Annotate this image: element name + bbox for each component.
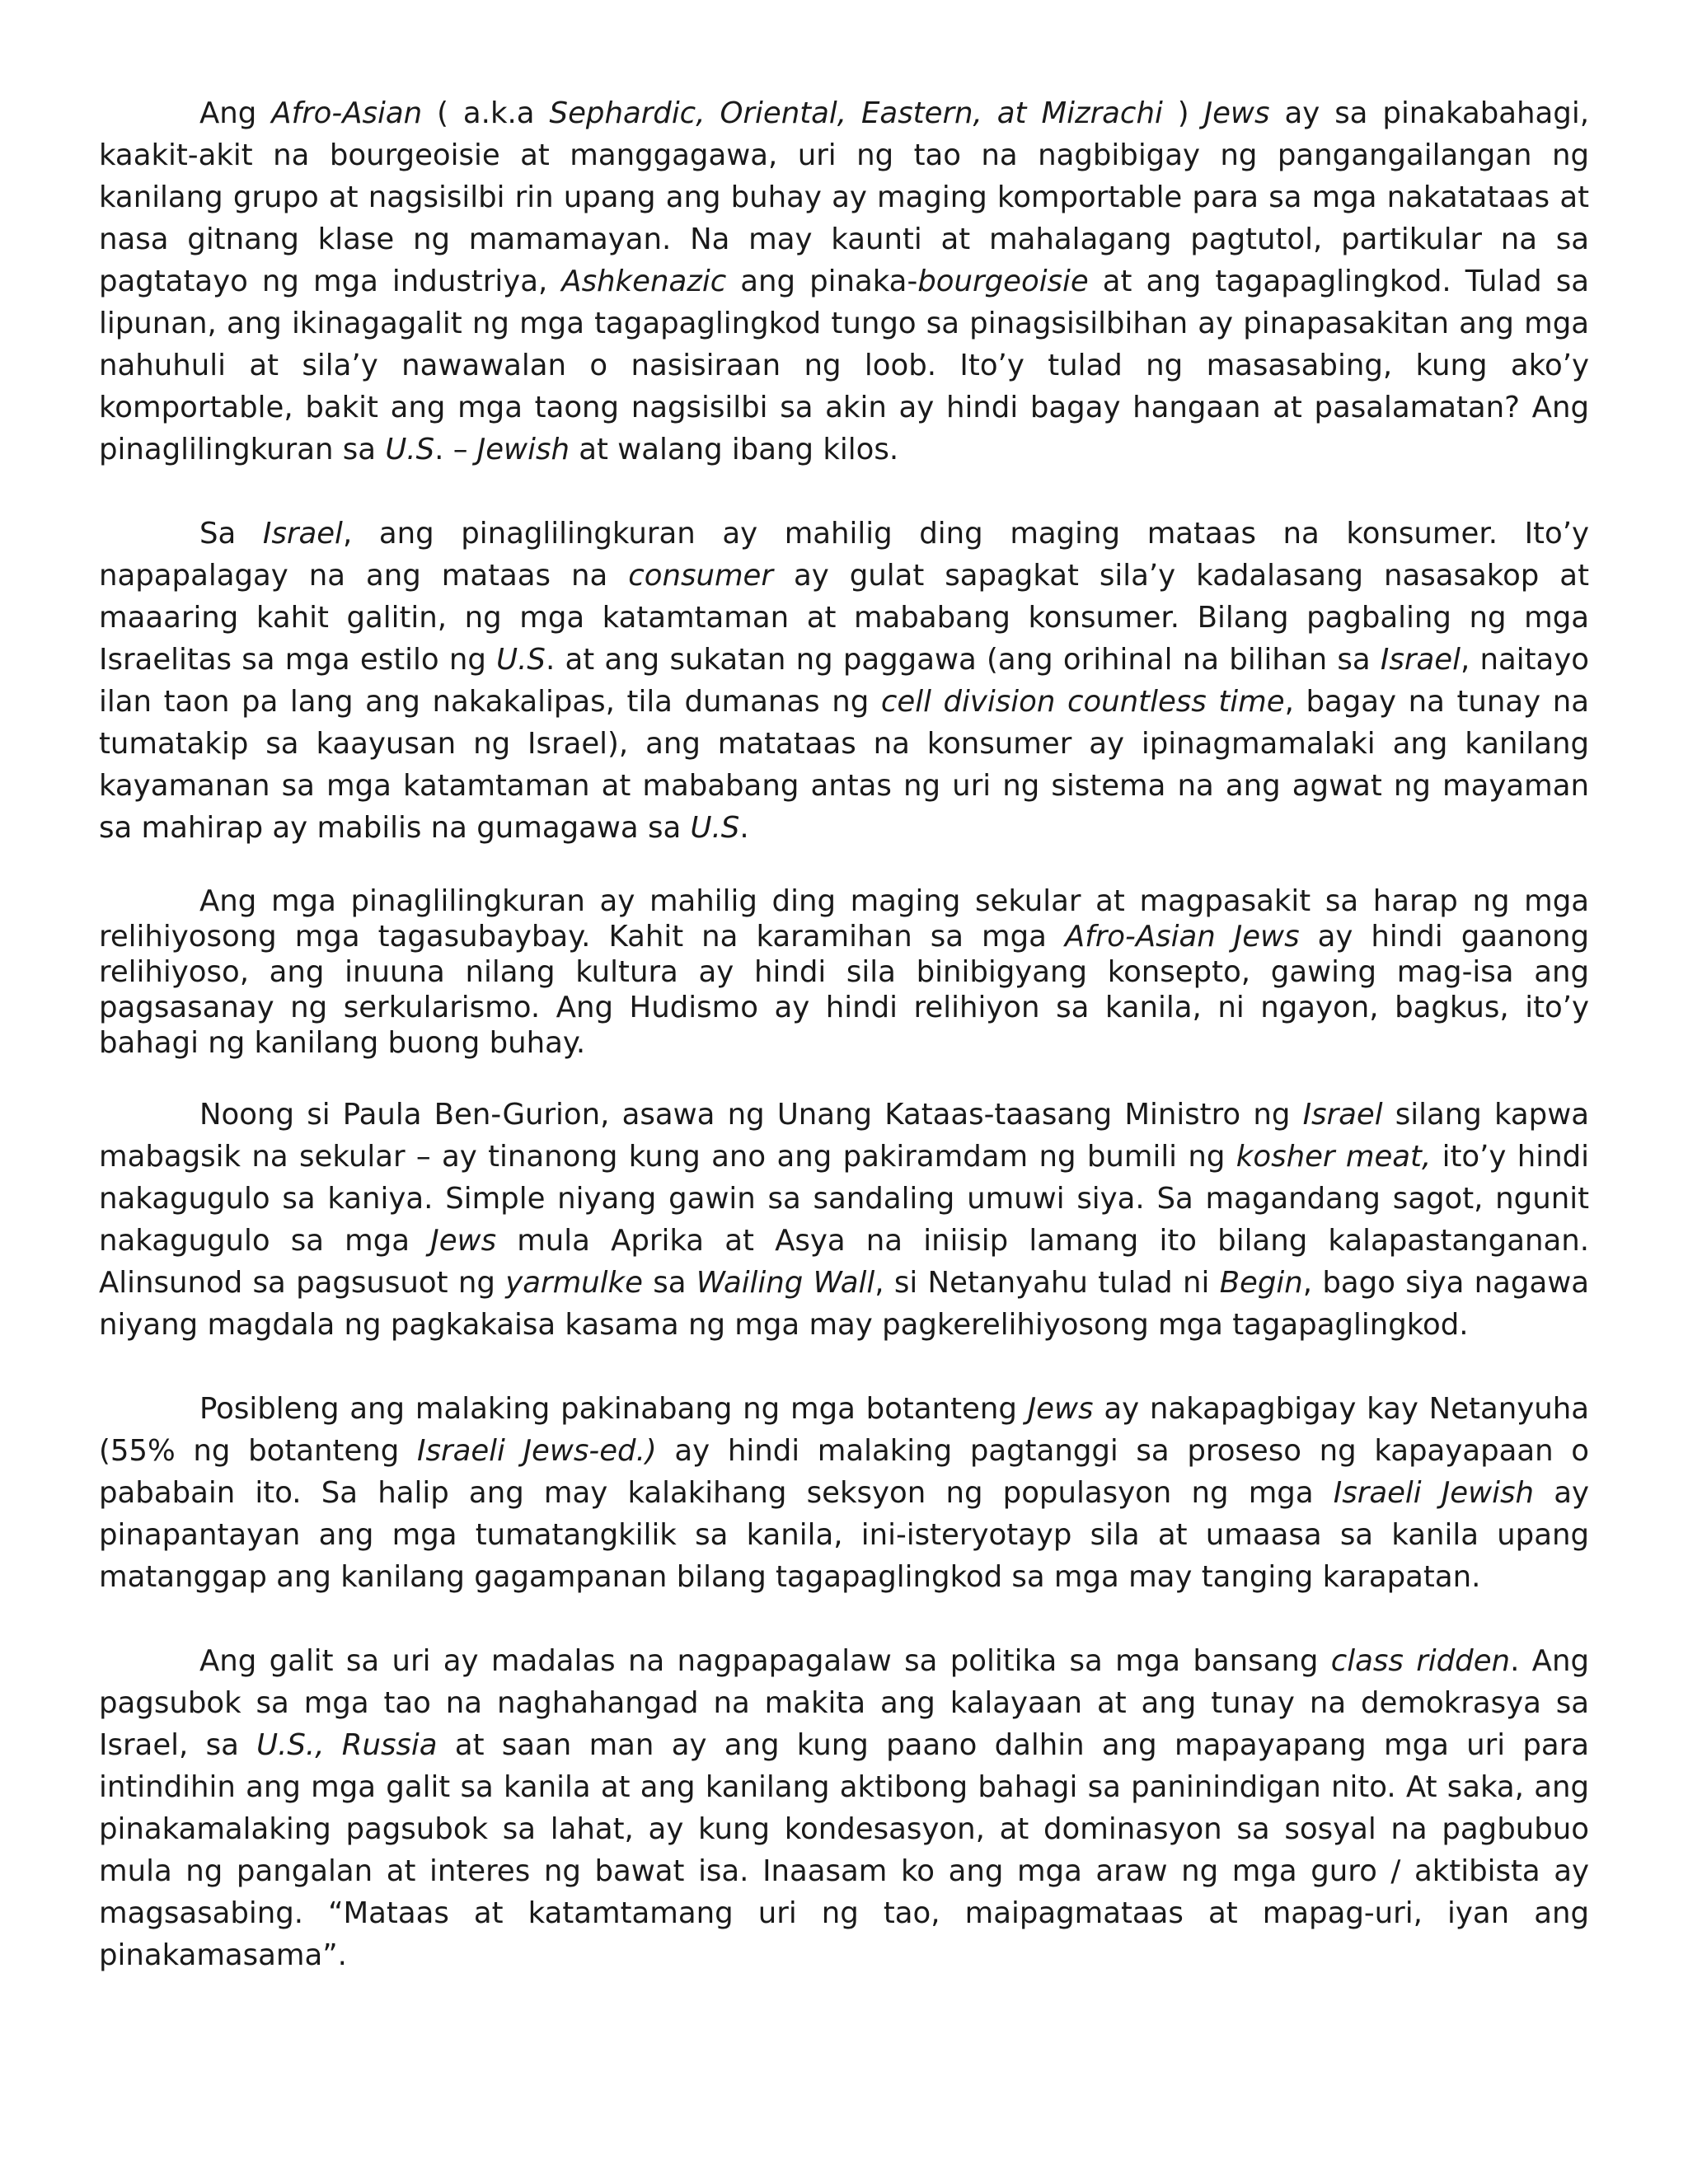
text-run: . at ang sukatan ng paggawa (ang orihinal na bilihan sa: [545, 643, 1381, 677]
italic-text-run: Sephardic, Oriental, Eastern, at Mizrachi: [549, 96, 1163, 130]
italic-text-run: U.S: [496, 643, 546, 677]
text-run: , bagay na tunay na tumatakip sa kaayusan ng Israel), ang matataas na konsumer ay ipinagmamalaki ang kanilang kayamanan sa mga katamtaman at mababang antas ng uri ng sistema na ang agwat ng mayaman sa mahirap ay mabilis na gumagawa sa: [99, 685, 1589, 845]
italic-text-run: consumer: [628, 559, 773, 593]
text-run: silang kapwa mabagsik na sekular – ay tinanong kung ano ang pakiramdam ng bumili ng: [99, 1098, 1589, 1174]
text-run: Ang galit sa uri ay madalas na nagpapagalaw sa politika sa mga bansang: [199, 1644, 1331, 1678]
paragraph-israel-consumers: [99, 513, 1589, 849]
text-run: ay hindi gaanong relihiyoso, ang inuuna nilang kultura ay hindi sila binibigyang konsepto, gawing mag-isa ang pagsasanay ng serkularismo. Ang Hudismo ay hindi relihiyon sa kanila, ni ngayon, bagkus, ito’y bahagi ng kanilang buong buhay.: [99, 920, 1589, 1060]
italic-text-run: Israeli Jews-ed.): [417, 1434, 657, 1468]
text-run: ay nakapagbigay kay Netanyuha (55% ng botanteng: [99, 1392, 1589, 1468]
text-run: ): [1162, 96, 1204, 130]
italic-text-run: U.S: [385, 433, 435, 466]
text-run: ay gulat sapagkat sila’y kadalasang nasasakop at maaaring kahit galitin, ng mga katamtaman at mababang konsumer. Bilang pagbaling ng mga Israelitas sa mga estilo ng: [99, 559, 1589, 677]
italic-text-run: U.S., Russia: [256, 1728, 438, 1762]
italic-text-run: Jewish: [476, 433, 570, 466]
italic-text-run: Israeli Jewish: [1333, 1476, 1535, 1510]
italic-text-run: Afro-Asian: [271, 96, 423, 130]
text-run: , bago siya nagawa niyang magdala ng pagkakaisa kasama ng mga may pagkerelihiyosong mga tagapaglingkod.: [99, 1266, 1589, 1342]
italic-text-run: class ridden: [1330, 1644, 1511, 1678]
text-run: at ang tagapaglingkod. Tulad sa lipunan, ang ikinagagalit ng mga tagapaglingkod tungo sa pinagsisilbihan ay pinapasakitan ang mga nahuhuli at sila’y nawawalan o nasisiraan ng loob. Ito’y tulad ng masasabing, kung ako’y komportable, bakit ang mga taong nagsisilbi sa akin ay hindi bagay hangaan at pasalamatan? Ang pinaglilingkuran sa: [99, 265, 1589, 466]
italic-text-run: kosher meat,: [1236, 1140, 1432, 1174]
italic-text-run: Jews: [1027, 1392, 1094, 1426]
text-run: .: [739, 811, 749, 845]
italic-text-run: Israel: [1380, 643, 1461, 677]
italic-text-run: Jews: [1203, 96, 1270, 130]
text-run: ito’y hindi nakagugulo sa kaniya. Simple niyang gawin sa sandaling umuwi siya. Sa magandang sagot, ngunit nakagugulo sa mga: [99, 1140, 1590, 1258]
italic-text-run: Ashkenazic: [561, 265, 727, 298]
italic-text-run: Begin: [1219, 1266, 1303, 1300]
text-run: . Ang pagsubok sa mga tao na naghahangad na makita ang kalayaan at ang tunay na demokrasya sa Israel, sa: [99, 1644, 1589, 1762]
italic-text-run: Afro-Asian Jews: [1064, 920, 1300, 954]
text-run: Posibleng ang malaking pakinabang ng mga botanteng: [199, 1392, 1028, 1426]
italic-text-run: Jews: [430, 1224, 497, 1258]
text-run: sa: [642, 1266, 696, 1300]
text-run: Noong si Paula Ben-Gurion, asawa ng Unang Kataas-taasang Ministro ng: [199, 1098, 1303, 1132]
paragraph-afro-asian-jews: [99, 92, 1589, 471]
document-page: [99, 92, 1589, 1976]
text-run: , naitayo ilan taon pa lang ang nakakalipas, tila dumanas ng: [99, 643, 1590, 719]
text-run: ( a.k.a: [422, 96, 550, 130]
paragraph-paula-ben-gurion: [99, 1094, 1589, 1346]
italic-text-run: cell division countless time: [880, 685, 1285, 719]
italic-text-run: Wailing Wall: [696, 1266, 875, 1300]
italic-text-run: yarmulke: [505, 1266, 643, 1300]
text-run: ang pinaka-: [726, 265, 918, 298]
italic-text-run: U.S: [690, 811, 740, 845]
paragraph-voters: [99, 1388, 1589, 1598]
text-run: at saan man ay ang kung paano dalhin ang mapayapang mga uri para intindihin ang mga galit sa kanila at ang kanilang aktibong bahagi sa paninindigan nito. At saka, ang pinakamalaking pagsubok sa lahat, ay kung kondesasyon, at dominasyon sa sosyal na pagbubuo mula ng pangalan at interes ng bawat isa. Inaasam ko ang mga araw ng mga guro / aktibista ay magsasabing. “Mataas at katamtamang uri ng tao, maipagmataas at mapag-uri, iyan ang pinakamasama”.: [99, 1728, 1590, 1972]
text-run: . –: [434, 433, 477, 466]
text-run: Ang mga pinaglilingkuran ay mahilig ding maging sekular at magpasakit sa harap ng mga relihiyosong mga tagasubaybay. Kahit na karamihan sa mga: [99, 884, 1589, 954]
italic-text-run: Israel: [1302, 1098, 1383, 1132]
text-run: , si Netanyahu tulad ni: [874, 1266, 1220, 1300]
text-run: Ang: [199, 96, 272, 130]
paragraph-secularism: [99, 883, 1589, 1061]
text-run: ay hindi malaking pagtanggi sa proseso ng kapayapaan o pababain ito. Sa halip ang may kalakihang seksyon ng populasyon ng mga: [99, 1434, 1589, 1510]
text-run: at walang ibang kilos.: [569, 433, 899, 466]
text-run: Sa: [199, 517, 263, 551]
text-run: ay sa pinakabahagi, kaakit-akit na bourgeoisie at manggagawa, uri ng tao na nagbibigay ng pangangailangan ng kanilang grupo at nagsisilbi rin upang ang buhay ay maging komportable para sa mga nakatataas at nasa gitnang klase ng mamamayan. Na may kaunti at mahalagang pagtutol, partikular na sa pagtatayo ng mga industriya,: [99, 96, 1589, 298]
paragraph-class-anger: [99, 1640, 1589, 1976]
text-run: , ang pinaglilingkuran ay mahilig ding maging mataas na konsumer. Ito’y napapalagay na ang mataas na: [99, 517, 1589, 593]
text-run: ay pinapantayan ang mga tumatangkilik sa kanila, ini-isteryotayp sila at umaasa sa kanila upang matanggap ang kanilang gagampanan bilang tagapaglingkod sa mga may tanging karapatan.: [99, 1476, 1589, 1594]
text-run: mula Aprika at Asya na iniisip lamang ito bilang kalapastanganan. Alinsunod sa pagsusuot ng: [99, 1224, 1589, 1300]
italic-text-run: bourgeoisie: [917, 265, 1089, 298]
italic-text-run: Israel: [262, 517, 343, 551]
